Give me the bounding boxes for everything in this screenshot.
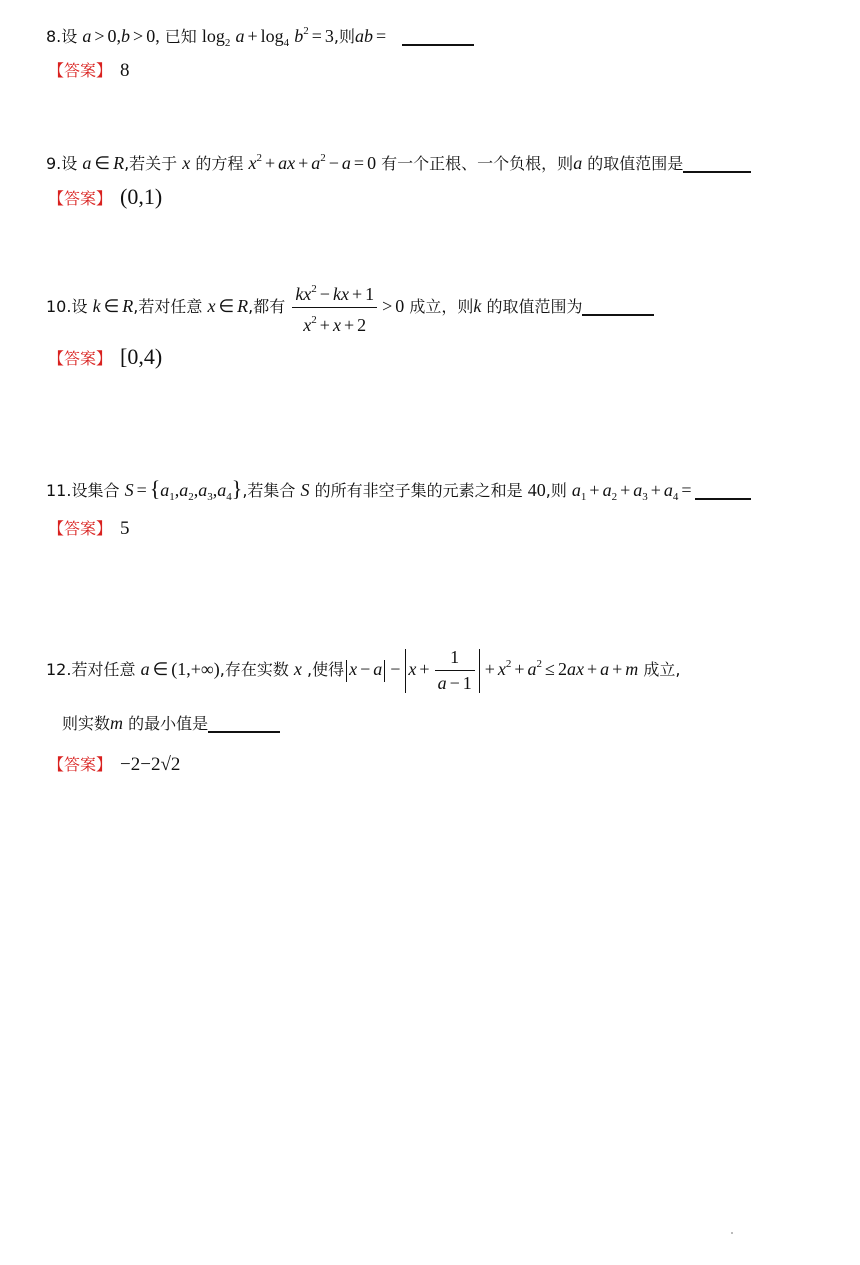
q9-x: x	[182, 153, 191, 173]
q12-interval: a ∈ (1,+∞)	[140, 659, 220, 679]
q11-answer-blank	[695, 480, 751, 500]
q12-answer-row	[48, 754, 180, 776]
q10-answer-label: 【答案】	[48, 349, 113, 368]
q11-answer-label: 【答案】	[48, 519, 113, 538]
q12-line2-text-2: 的最小值是	[128, 714, 209, 733]
q11-number: 11.	[46, 481, 72, 500]
q11-text-2: ,若集合	[242, 481, 296, 500]
q12-number: 12.	[46, 660, 72, 679]
q8-answer: 8	[120, 60, 130, 81]
q8-text-2: 已知	[164, 27, 197, 46]
question-8: 8.设 a > 0,b > 0, 已知 $\log_2 a + \log_4 b^2 = 3$,则ab =	[46, 20, 474, 54]
q8-number: 8.	[46, 27, 62, 46]
q8-condition: a > 0,b > 0,	[82, 26, 160, 46]
q12-text-3: ,使得	[307, 660, 345, 679]
q12-answer-label: 【答案】	[48, 755, 113, 774]
q8-ab: ab	[355, 26, 374, 46]
q11-value: 40	[527, 480, 546, 500]
q8-answer-blank	[402, 26, 474, 46]
q9-a: a	[573, 153, 583, 173]
q11-text-3: 的所有非空子集的元素之和是	[314, 481, 523, 500]
q9-answer: (0,1)	[120, 184, 163, 209]
q12-answer-blank	[208, 713, 280, 733]
q12-text-1: 若对任意	[71, 660, 136, 679]
q12-line2-text-1: 则实数	[62, 714, 111, 733]
q9-equation: $x^2$ + ax + $a^2 - a = 0$	[248, 152, 377, 173]
q8-text-3: ,则	[333, 27, 356, 46]
q10-text-5: 的取值范围为	[486, 297, 583, 316]
q10-k-in-r: k ∈ R	[92, 296, 134, 316]
q10-x-in-r: x ∈ R	[207, 296, 249, 316]
q12-inequality: x − a − x + $\frac{1}{a - 1}$ + $x^2 + a^2 \le 2ax + a + m$	[344, 660, 638, 679]
q10-answer-row	[48, 346, 162, 370]
q12-m: m	[110, 713, 124, 733]
q12-answer: −2−2√2	[120, 754, 181, 775]
q10-text-4: 成立，则	[409, 297, 474, 316]
question-10: 10.设 k ∈ R,若对任意 x ∈ R,都有 $\frac{kx^2 - kx + 1}{x^2 + x + 2}$ > 0 成立，则k 的取值范围为	[46, 278, 654, 337]
q11-sum: $a_1 + a_2 + a_3 + a_4$ =	[571, 480, 692, 503]
question-9	[46, 147, 751, 175]
q9-answer-label: 【答案】	[48, 189, 113, 208]
q8-text-1: 设	[61, 27, 78, 46]
q9-text-3: 的方程	[195, 154, 244, 173]
q12-text-4: 成立,	[643, 660, 681, 679]
q10-answer-blank	[582, 296, 654, 316]
q11-answer: 5	[120, 518, 130, 539]
q9-text-1: 设	[61, 154, 78, 173]
q9-answer-blank	[683, 153, 751, 173]
q9-text-4: 有一个正根、一个负根，则	[381, 154, 574, 173]
q11-text-4: ,则	[545, 481, 567, 500]
q9-a-in-r: a ∈ R	[82, 153, 125, 173]
q11-answer-row	[48, 518, 130, 540]
q10-text-3: ,都有	[248, 297, 286, 316]
q12-text-2: ,存在实数	[219, 660, 289, 679]
q9-answer-row	[48, 186, 162, 210]
q8-answer-row	[48, 60, 130, 82]
q10-answer: [0,4)	[120, 344, 163, 369]
q10-text-1: 设	[71, 297, 88, 316]
q12-line-2	[62, 712, 280, 735]
q9-text-2: ,若关于	[124, 154, 178, 173]
q10-fraction: $\frac{kx^2 - kx + 1}{x^2 + x + 2}$	[292, 278, 377, 337]
q10-number: 10.	[46, 297, 72, 316]
q12-x: x	[293, 659, 302, 679]
q11-text-1: 设集合	[71, 481, 120, 500]
q11-set: $S = \{a_1,a_2,a_3,a_4\}$	[124, 476, 243, 503]
q10-k: k	[473, 296, 482, 316]
question-11	[46, 478, 751, 508]
q9-text-5: 的取值范围是	[587, 154, 684, 173]
q9-number: 9.	[46, 154, 62, 173]
question-12	[46, 646, 680, 695]
q8-answer-label: 【答案】	[48, 61, 113, 80]
scan-speck	[731, 1232, 733, 1234]
q8-equation: $\log_2 a + \log_4 b^2 = 3$	[201, 25, 334, 49]
q10-text-2: ,若对任意	[133, 297, 203, 316]
q11-s: S	[300, 480, 310, 500]
